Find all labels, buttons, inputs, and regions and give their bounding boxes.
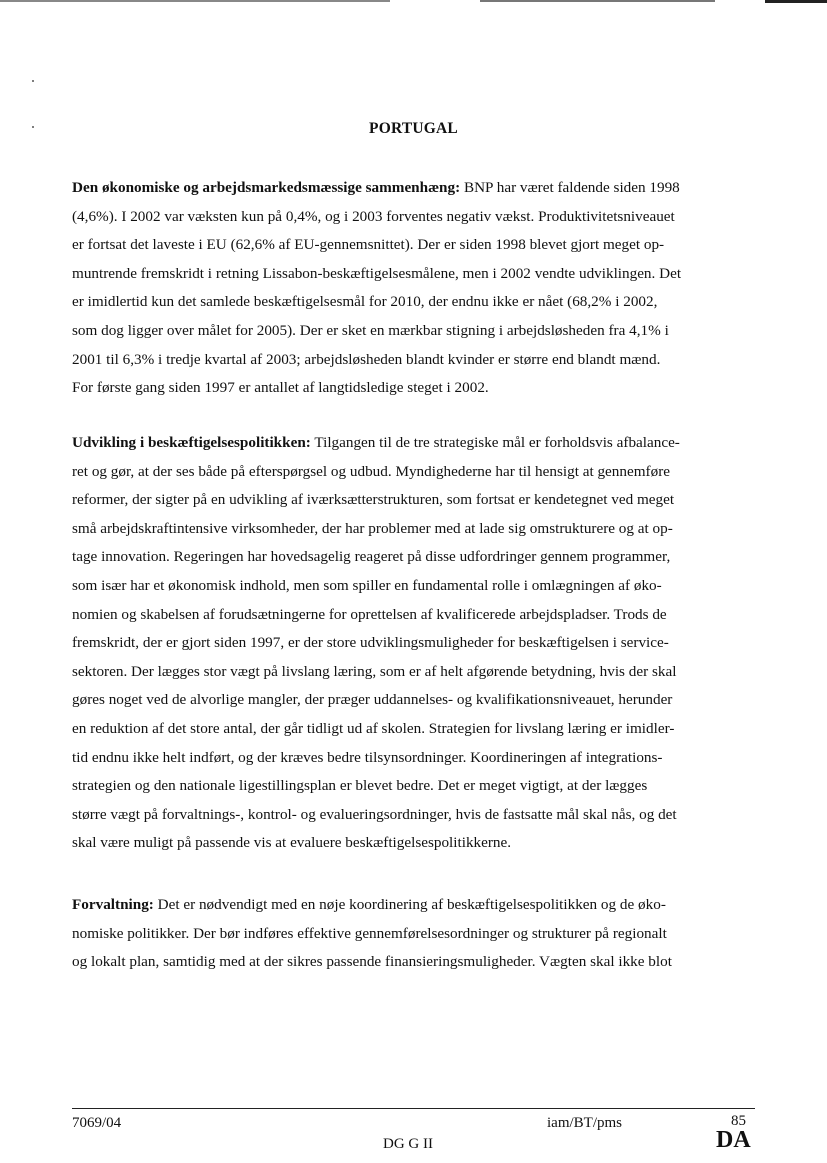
paragraph-line: fremskridt, der er gjort siden 1997, er der store udviklingsmuligheder for beskæftigelsen i service- [72, 634, 669, 652]
paragraph-line: For første gang siden 1997 er antallet af langtidsledige steget i 2002. [72, 379, 489, 397]
paragraph-line: som især har et økonomisk indhold, men som spiller en fundamental rolle i omlægningen af øko- [72, 576, 662, 594]
paragraph-line: små arbejdskraftintensive virksomheder, der har problemer med at lade sig omstrukturere og at op- [72, 519, 673, 537]
paragraph-line: Den økonomiske og arbejdsmarkedsmæssige sammenhæng: BNP har været faldende siden 1998 [72, 179, 680, 196]
paragraph-line: er fortsat det laveste i EU (62,6% af EU-gennemsnittet). Der er siden 1998 blevet gjort meget op- [72, 236, 665, 254]
section-heading: Forvaltning: [72, 896, 154, 913]
paragraph-line: gøres noget ved de alvorlige mangler, der præger uddannelses- og kvalifikationsniveauet, herunder [72, 691, 673, 709]
paragraph-line: er imidlertid kun det samlede beskæftigelsesmål for 2010, der endnu ikke er nået (68,2% i 2002, [72, 293, 658, 311]
footer-divider [72, 1108, 755, 1109]
section-heading: Den økonomiske og arbejdsmarkedsmæssige sammenhæng: [72, 179, 461, 196]
footer-page-number: 85 [731, 1113, 746, 1129]
footer-reference: iam/BT/pms [547, 1115, 622, 1131]
paragraph-line: strategien og den nationale ligestillingsplan er blevet bedre. Det er meget vigtigt, at der lægges [72, 777, 648, 795]
section-heading: Udvikling i beskæftigelsespolitikken: [72, 434, 311, 451]
paragraph-line: og lokalt plan, samtidig med at der sikres passende finansieringsmuligheder. Vægten skal ikke blot [72, 953, 672, 971]
page-title: PORTUGAL [369, 120, 458, 137]
paragraph-line: tage innovation. Regeringen har hovedsagelig reageret på disse udfordringer gennem programmer, [72, 548, 671, 566]
footer-directorate: DG G II [383, 1136, 433, 1152]
paragraph-line: nomiske politikker. Der bør indføres effektive gennemførelsesordninger og strukturer på regionalt [72, 924, 667, 942]
paragraph-line: nomien og skabelsen af forudsætningerne for oprettelsen af kvalificerede arbejdspladser. Trods de [72, 605, 667, 623]
paragraph-line: Forvaltning: Det er nødvendigt med en nøje koordinering af beskæftigelsespolitikken og de øko- [72, 896, 666, 913]
footer-language-code: DA [716, 1127, 751, 1153]
paragraph-line: tid endnu ikke helt indført, og der kræves bedre tilsynsordninger. Koordineringen af integrations- [72, 748, 663, 766]
paragraph-line: større vægt på forvaltnings-, kontrol- og evalueringsordninger, hvis de fastsatte mål skal nås, og det [72, 805, 677, 823]
paragraph-line: 2001 til 6,3% i tredje kvartal af 2003; arbejdsløsheden blandt kvinder er større end blandt mænd. [72, 350, 661, 368]
paragraph-line: muntrende fremskridt i retning Lissabon-beskæftigelsesmålene, men i 2002 vendte udviklingen. Det [72, 264, 682, 282]
paragraph-line: ret og gør, at der ses både på efterspørgsel og udbud. Myndighederne har til hensigt at gennemføre [72, 462, 670, 480]
paragraph-line: en reduktion af det store antal, der går tidligt ud af skolen. Strategien for livslang læring er imidler- [72, 719, 675, 737]
section-employment-policy [72, 429, 758, 858]
scan-speck [32, 80, 34, 82]
paragraph-line: skal være muligt på passende vis at evaluere beskæftigelsespolitikkerne. [72, 834, 512, 852]
footer-doc-number: 7069/04 [72, 1115, 122, 1131]
scan-edge-artifact [0, 0, 827, 8]
section-economic-context [72, 174, 758, 403]
paragraph-line: reformer, der sigter på en udvikling af iværksætterstrukturen, som fortsat er kendetegnet ved meget [72, 491, 675, 509]
paragraph-line: sektoren. Der lægges stor vægt på livslang læring, som er af helt afgørende betydning, hvis der skal [72, 662, 677, 680]
paragraph-line: Udvikling i beskæftigelsespolitikken: Tilgangen til de tre strategiske mål er forholdsvis afbalance- [72, 434, 680, 451]
paragraph-line: (4,6%). I 2002 var væksten kun på 0,4%, og i 2003 forventes negativ vækst. Produktivitetsniveauet [72, 207, 675, 225]
section-governance [72, 891, 758, 977]
paragraph-line: som dog ligger over målet for 2005). Der er sket en mærkbar stigning i arbejdsløsheden fra 4,1% i [72, 321, 669, 339]
